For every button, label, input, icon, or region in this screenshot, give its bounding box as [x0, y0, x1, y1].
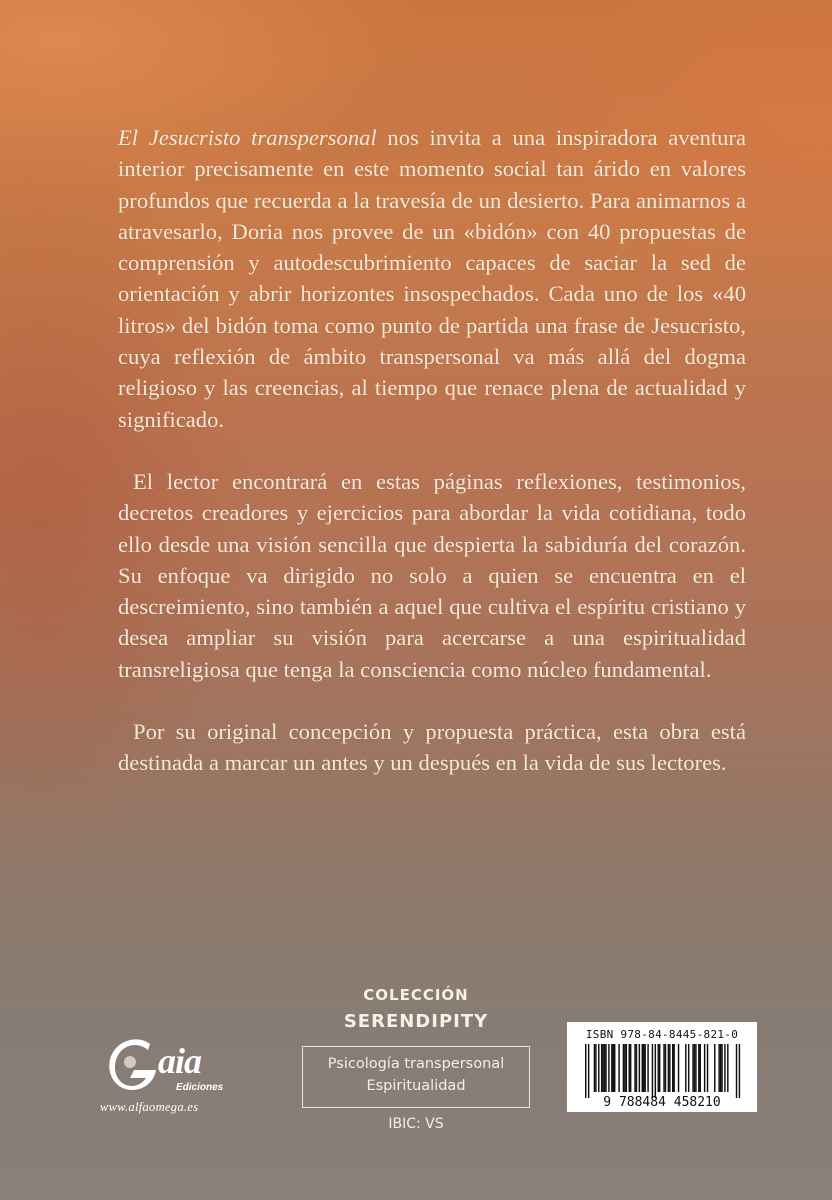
book-title-italic: El Jesucristo transpersonal — [118, 125, 377, 150]
paragraph-3: Por su original concepción y propuesta práctica, esta obra está destinada a marcar un antes y un después en la vida de sus lectores. — [118, 719, 746, 776]
paragraph-1-text: nos invita a una inspiradora aventura interior precisamente en este momento social tan árido en valores profundos que recuerda a la travesía de un desierto. Para animarnos a atravesarlo, Doria nos provee de un «bidón» con 40 propuestas de comprensión y autodescubrimiento capaces de saciar la sed de orientación y abrir horizontes insospechados. Cada uno de los «40 litros» del bidón toma como punto de partida una frase de Jesucristo, cuya reflexión de ámbito transpersonal va más allá del dogma religioso y las creencias, al tiempo que renace plena de actualidad y significado. — [118, 125, 747, 432]
barcode-bar — [694, 1044, 695, 1092]
barcode-bar — [604, 1044, 605, 1092]
gaia-ediciones-logo — [100, 1030, 260, 1120]
barcode-bar — [647, 1044, 648, 1092]
barcode-bar — [595, 1044, 596, 1092]
barcode-bar — [613, 1044, 614, 1092]
logo-wordmark: aia — [158, 1041, 202, 1081]
barcode-bar — [659, 1044, 660, 1092]
barcode-bar — [598, 1044, 599, 1092]
barcode-bar — [688, 1044, 689, 1092]
ibic-code: IBIC: VS — [388, 1116, 444, 1132]
barcode-bar — [700, 1044, 701, 1092]
barcode-bar — [636, 1044, 637, 1092]
category-item: Psicología transpersonal — [327, 1056, 505, 1072]
barcode-bar — [707, 1044, 708, 1092]
barcode-bar — [585, 1044, 586, 1098]
barcode-bar — [672, 1044, 673, 1092]
barcode-bar — [629, 1044, 630, 1092]
barcode-bar — [727, 1044, 728, 1092]
barcode-bar — [626, 1044, 627, 1092]
barcode-bar — [720, 1044, 721, 1092]
barcode-bar — [739, 1044, 740, 1098]
barcode-bar — [605, 1044, 606, 1092]
barcode-bar — [685, 1044, 686, 1092]
barcode-bar — [608, 1044, 609, 1092]
barcode-bar — [643, 1044, 644, 1092]
barcode-bar — [724, 1044, 725, 1092]
barcode-bar — [714, 1044, 715, 1092]
barcode-bar — [673, 1044, 674, 1092]
isbn-label: ISBN 978-84-8445-821-0 — [585, 1028, 739, 1041]
barcode-digits: 9 788484 458210 — [603, 1095, 721, 1110]
isbn-barcode — [567, 1022, 757, 1112]
barcode-bar — [630, 1044, 631, 1092]
barcode-bar — [614, 1044, 615, 1092]
paragraph-1 — [118, 122, 746, 435]
barcode-bar — [718, 1044, 719, 1092]
barcode-bar — [721, 1044, 722, 1092]
barcode-bar — [655, 1044, 656, 1098]
category-box — [302, 1046, 530, 1108]
barcode-bar — [658, 1044, 659, 1092]
barcode-bar — [601, 1044, 602, 1092]
collection-label: COLECCIÓN — [363, 986, 469, 1004]
collection-name: SERENDIPITY — [343, 1011, 489, 1032]
barcode-bar — [602, 1044, 603, 1092]
barcode-bar — [639, 1044, 640, 1092]
barcode-bar — [698, 1044, 699, 1092]
barcode-bar — [736, 1044, 737, 1098]
barcode-bar — [695, 1044, 696, 1092]
publisher-url: www.alfaomega.es — [100, 1100, 199, 1114]
barcode-bar — [594, 1044, 595, 1092]
barcode-bar — [669, 1044, 670, 1092]
barcode-bar — [668, 1044, 669, 1092]
logo-subtitle: Ediciones — [176, 1082, 224, 1093]
barcode-bar — [618, 1044, 619, 1092]
barcode-bar — [652, 1044, 653, 1098]
barcode-bar — [642, 1044, 643, 1092]
barcode-bar — [624, 1044, 625, 1092]
barcode-bar — [665, 1044, 666, 1092]
barcode-bar — [611, 1044, 612, 1092]
paragraph-2: El lector encontrará en estas páginas reflexiones, testimonios, decretos creadores y ejercicios para abordar la vida cotidiana, todo ello desde una visión sencilla que despierta la sabiduría del corazón. Su enfoque va dirigido no solo a quien se encuentra en el descreimiento, sino también a aquel que cultiva el espíritu cristiano y desea ampliar su visión para acercarse a una espiritualidad transreligiosa que tenga la consciencia como núcleo fundamental. — [118, 468, 746, 682]
barcode-bar — [678, 1044, 679, 1092]
barcode-bar — [634, 1044, 635, 1092]
barcode-bar — [704, 1044, 705, 1092]
barcode-bar — [663, 1044, 664, 1092]
back-cover-text — [118, 122, 746, 810]
barcode-bar — [623, 1044, 624, 1092]
barcode-bar — [692, 1044, 693, 1092]
barcode-bar — [588, 1044, 589, 1098]
barcode-bar — [644, 1044, 645, 1092]
collection-block — [300, 986, 532, 1132]
category-item: Espiritualidad — [366, 1078, 466, 1094]
